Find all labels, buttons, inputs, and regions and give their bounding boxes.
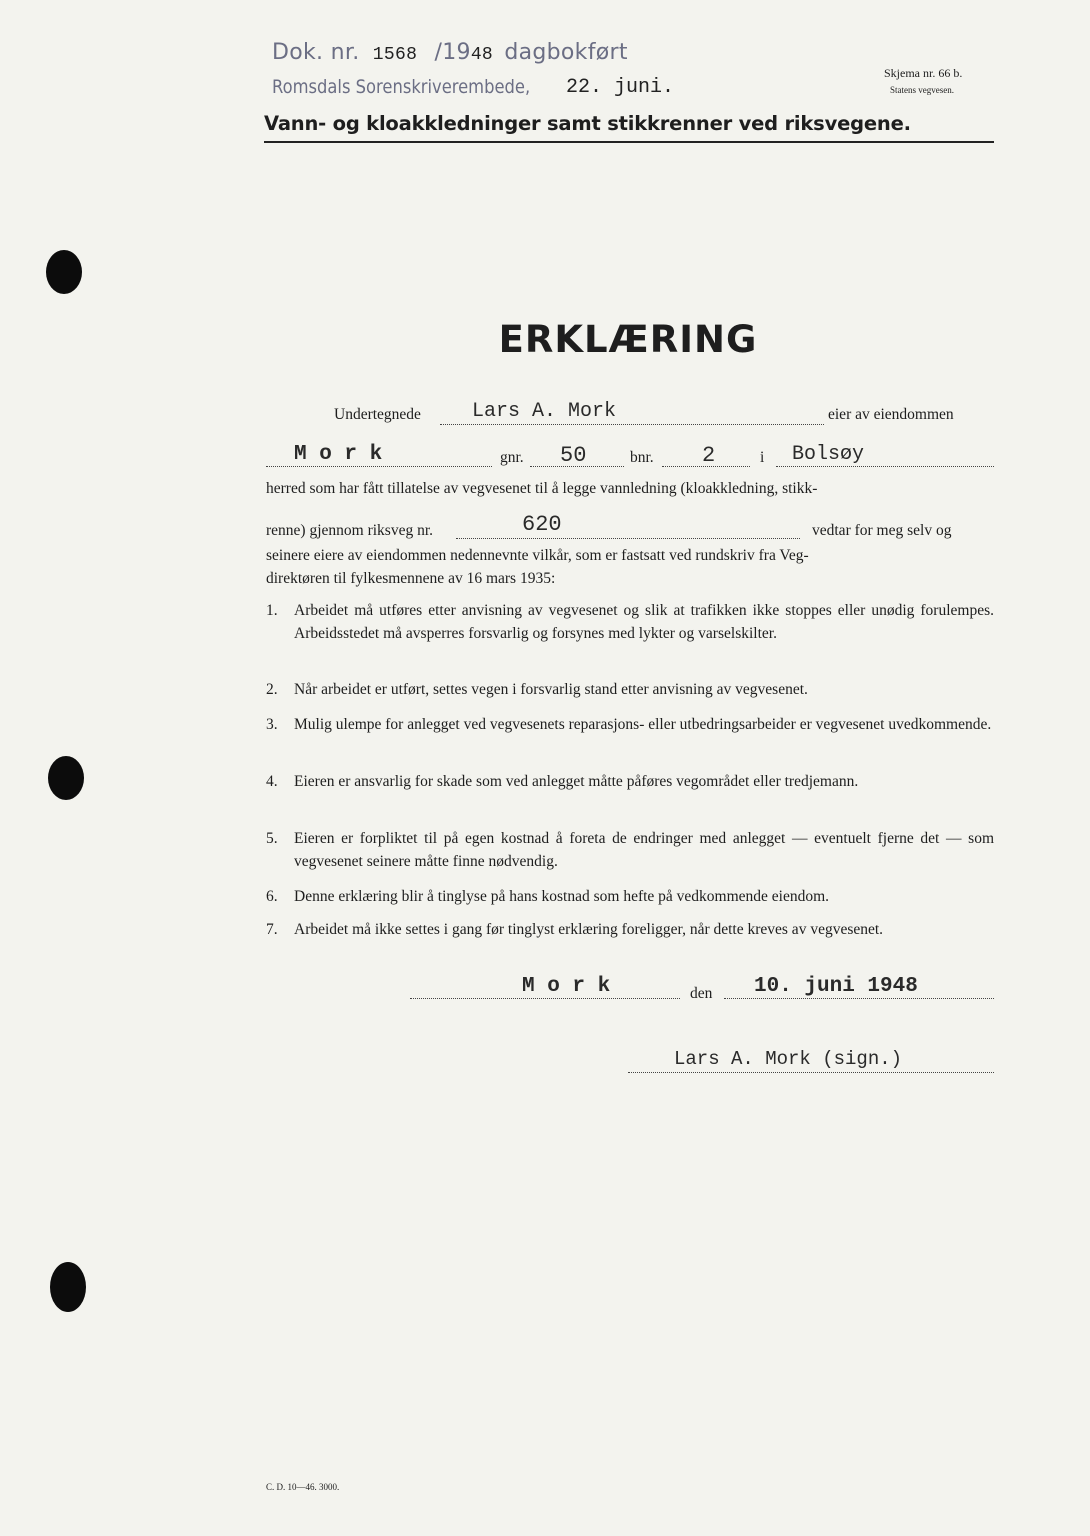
print-code: C. D. 10—46. 3000. bbox=[266, 1482, 340, 1492]
condition-number: 5. bbox=[266, 830, 278, 847]
registry-stamp-office: Romsdals Sorenskriverembede, bbox=[272, 76, 531, 98]
date-value: 10. juni 1948 bbox=[754, 975, 918, 998]
condition-number: 7. bbox=[266, 921, 278, 938]
condition-text: Eieren er forpliktet til på egen kostnad å foreta de endringer med anlegget — eventuelt fjerne det — som vegvesenet seinere måtte finne nødvendig. bbox=[294, 830, 994, 870]
header-rule bbox=[264, 141, 994, 143]
condition-number: 6. bbox=[266, 888, 278, 905]
commit-label: vedtar for meg selv og bbox=[812, 522, 952, 539]
bnr-label: bnr. bbox=[630, 449, 654, 466]
registry-stamp-date: 22. juni. bbox=[566, 76, 675, 99]
bnr-value: 2 bbox=[702, 443, 716, 468]
property-value: M o r k bbox=[294, 443, 383, 466]
condition-text: Mulig ulempe for anlegget ved vegvesenets reparasjons- eller utbedringsarbeider er vegvesenet uvedkommende. bbox=[294, 716, 992, 733]
condition-5 bbox=[266, 827, 994, 873]
road-line bbox=[456, 538, 800, 539]
condition-number: 3. bbox=[266, 716, 278, 733]
doc-number: 1568 bbox=[372, 45, 418, 65]
condition-text: Når arbeidet er utført, settes vegen i forsvarlig stand etter anvisning av vegvesenet. bbox=[294, 681, 808, 698]
property-line bbox=[266, 466, 492, 467]
place-line bbox=[410, 998, 680, 999]
form-line-5: seinere eiere av eiendommen nedennevnte vilkår, som er fastsatt ved rundskriv fra Veg- bbox=[266, 547, 809, 564]
condition-text: Arbeidet må utføres etter anvisning av vegvesenet og slik at trafikken ikke stoppes eller unødig forulempes. Arbeidsstedet må avsperres forsvarlig og forsynes med lykter og varselskilter. bbox=[294, 602, 994, 642]
registry-stamp-line1 bbox=[272, 40, 628, 65]
condition-6 bbox=[266, 885, 994, 908]
condition-text: Denne erklæring blir å tinglyse på hans kostnad som hefte på vedkommende eiendom. bbox=[294, 888, 830, 905]
form-line-3: herred som har fått tillatelse av vegvesenet til å legge vannledning (kloakkledning, stikk- bbox=[266, 480, 818, 497]
undersigned-line bbox=[440, 424, 824, 425]
condition-4 bbox=[266, 770, 994, 793]
municipality-value: Bolsøy bbox=[792, 443, 865, 466]
den-label: den bbox=[690, 985, 713, 1002]
punch-hole-middle bbox=[48, 756, 84, 800]
condition-number: 4. bbox=[266, 773, 278, 790]
undersigned-value: Lars A. Mork bbox=[472, 400, 617, 423]
page-title: ERKLÆRING bbox=[498, 318, 758, 361]
book-label: dagbokført bbox=[504, 40, 628, 65]
condition-number: 2. bbox=[266, 681, 278, 698]
condition-number: 1. bbox=[266, 602, 278, 619]
schema-number: Skjema nr. 66 b. bbox=[884, 66, 963, 80]
signature: Lars A. Mork (sign.) bbox=[674, 1048, 903, 1070]
place-value: M o r k bbox=[522, 975, 611, 998]
form-line-6: direktøren til fylkesmennene av 16 mars 1935: bbox=[266, 570, 556, 587]
gnr-value: 50 bbox=[560, 443, 587, 468]
signature-line bbox=[628, 1072, 994, 1073]
undersigned-label: Undertegnede bbox=[334, 406, 421, 423]
road-label: renne) gjennom riksveg nr. bbox=[266, 522, 434, 539]
year-separator: /19 bbox=[434, 40, 471, 65]
header-title: Vann- og kloakkledninger samt stikkrenner ved riksvegene. bbox=[264, 112, 911, 135]
road-value: 620 bbox=[522, 512, 562, 537]
condition-2 bbox=[266, 678, 994, 701]
gnr-label: gnr. bbox=[500, 449, 524, 466]
schema-agency: Statens vegvesen. bbox=[890, 85, 954, 95]
condition-7 bbox=[266, 918, 994, 941]
doc-label: Dok. nr. bbox=[272, 40, 360, 65]
date-line bbox=[724, 998, 994, 999]
owner-label: eier av eiendommen bbox=[828, 406, 954, 423]
punch-hole-bottom bbox=[50, 1262, 86, 1312]
condition-text: Eieren er ansvarlig for skade som ved anlegget måtte påføres vegområdet eller tredjemann. bbox=[294, 773, 859, 790]
stamp-year: 48 bbox=[470, 45, 494, 65]
municipality-line bbox=[776, 466, 994, 467]
punch-hole-top bbox=[46, 250, 82, 294]
condition-3 bbox=[266, 713, 994, 736]
i-label: i bbox=[760, 449, 765, 466]
condition-1 bbox=[266, 599, 994, 645]
condition-text: Arbeidet må ikke settes i gang før tinglyst erklæring foreligger, når dette kreves av vegvesenet. bbox=[294, 921, 884, 938]
